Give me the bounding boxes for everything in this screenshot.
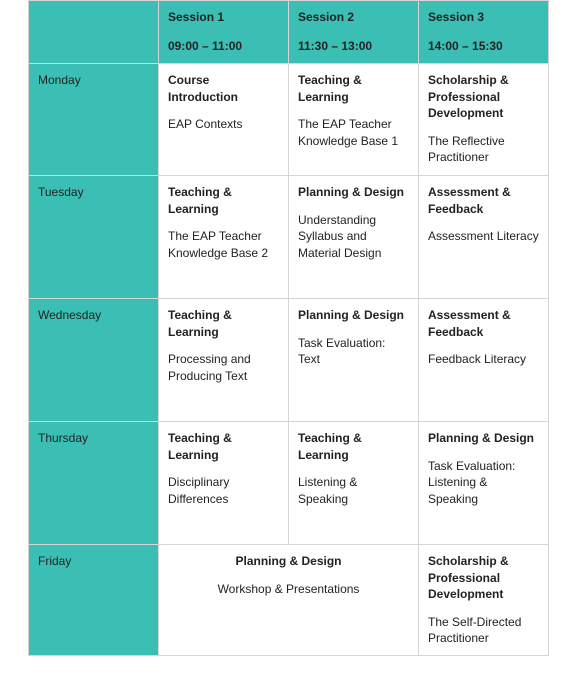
session-cell bbox=[289, 299, 419, 422]
cell-title: Assessment & Feedback bbox=[428, 308, 511, 339]
cell-title: Teaching & Learning bbox=[168, 308, 232, 339]
session-time: 09:00 – 11:00 bbox=[168, 38, 243, 53]
cell-title: Planning & Design bbox=[298, 185, 405, 199]
cell-subtitle: Task Evaluation: Listening & Speaking bbox=[428, 458, 516, 506]
cell-subtitle: Task Evaluation: Text bbox=[298, 335, 386, 366]
day-row-tuesday bbox=[29, 176, 549, 299]
merged-session-cell bbox=[159, 545, 419, 656]
day-label: Friday bbox=[29, 545, 159, 656]
session-cell bbox=[419, 545, 549, 656]
cell-title: Planning & Design bbox=[428, 431, 535, 445]
cell-subtitle: EAP Contexts bbox=[168, 117, 243, 131]
cell-subtitle: Workshop & Presentations bbox=[217, 581, 360, 596]
cell-subtitle: The Self-Directed Practitioner bbox=[428, 614, 522, 645]
session-cell bbox=[289, 176, 419, 299]
session-name: Session 2 bbox=[298, 10, 355, 24]
cell-title: Planning & Design bbox=[235, 554, 342, 568]
session-cell bbox=[419, 176, 549, 299]
session-cell bbox=[159, 299, 289, 422]
header-row bbox=[29, 1, 549, 64]
session-cell bbox=[159, 176, 289, 299]
day-label: Wednesday bbox=[29, 299, 159, 422]
cell-title: Teaching & Learning bbox=[298, 431, 362, 462]
session-cell bbox=[289, 64, 419, 176]
cell-subtitle: Processing and Producing Text bbox=[168, 352, 251, 383]
cell-subtitle: Disciplinary Differences bbox=[168, 475, 230, 506]
cell-title: Course Introduction bbox=[168, 73, 238, 104]
session-time: 11:30 – 13:00 bbox=[298, 38, 373, 53]
cell-title: Teaching & Learning bbox=[298, 73, 362, 104]
session-cell bbox=[289, 422, 419, 545]
session-header bbox=[419, 1, 549, 64]
cell-title: Scholarship & Professional Development bbox=[428, 73, 509, 120]
session-header bbox=[289, 1, 419, 64]
cell-subtitle: Feedback Literacy bbox=[428, 352, 527, 366]
day-label: Tuesday bbox=[29, 176, 159, 299]
corner-cell bbox=[29, 1, 159, 64]
cell-title: Scholarship & Professional Development bbox=[428, 554, 509, 601]
day-row-friday bbox=[29, 545, 549, 656]
session-cell bbox=[159, 422, 289, 545]
session-cell bbox=[419, 422, 549, 545]
cell-title: Teaching & Learning bbox=[168, 431, 232, 462]
session-cell bbox=[419, 299, 549, 422]
day-row-thursday bbox=[29, 422, 549, 545]
cell-title: Assessment & Feedback bbox=[428, 185, 511, 216]
cell-title: Teaching & Learning bbox=[168, 185, 232, 216]
day-label: Thursday bbox=[29, 422, 159, 545]
session-header bbox=[159, 1, 289, 64]
schedule-table bbox=[28, 0, 549, 656]
day-row-monday bbox=[29, 64, 549, 176]
cell-subtitle: Assessment Literacy bbox=[428, 229, 539, 243]
cell-subtitle: Listening & Speaking bbox=[298, 475, 358, 506]
session-time: 14:00 – 15:30 bbox=[428, 38, 503, 53]
cell-subtitle: The EAP Teacher Knowledge Base 1 bbox=[298, 117, 399, 148]
cell-subtitle: Understanding Syllabus and Material Design bbox=[298, 212, 382, 260]
cell-title: Planning & Design bbox=[298, 308, 405, 322]
cell-subtitle: The EAP Teacher Knowledge Base 2 bbox=[168, 229, 269, 260]
session-name: Session 3 bbox=[428, 10, 485, 24]
session-cell bbox=[159, 64, 289, 176]
day-label: Monday bbox=[29, 64, 159, 176]
cell-subtitle: The Reflective Practitioner bbox=[428, 133, 505, 164]
day-row-wednesday bbox=[29, 299, 549, 422]
session-cell bbox=[419, 64, 549, 176]
session-name: Session 1 bbox=[168, 10, 225, 24]
